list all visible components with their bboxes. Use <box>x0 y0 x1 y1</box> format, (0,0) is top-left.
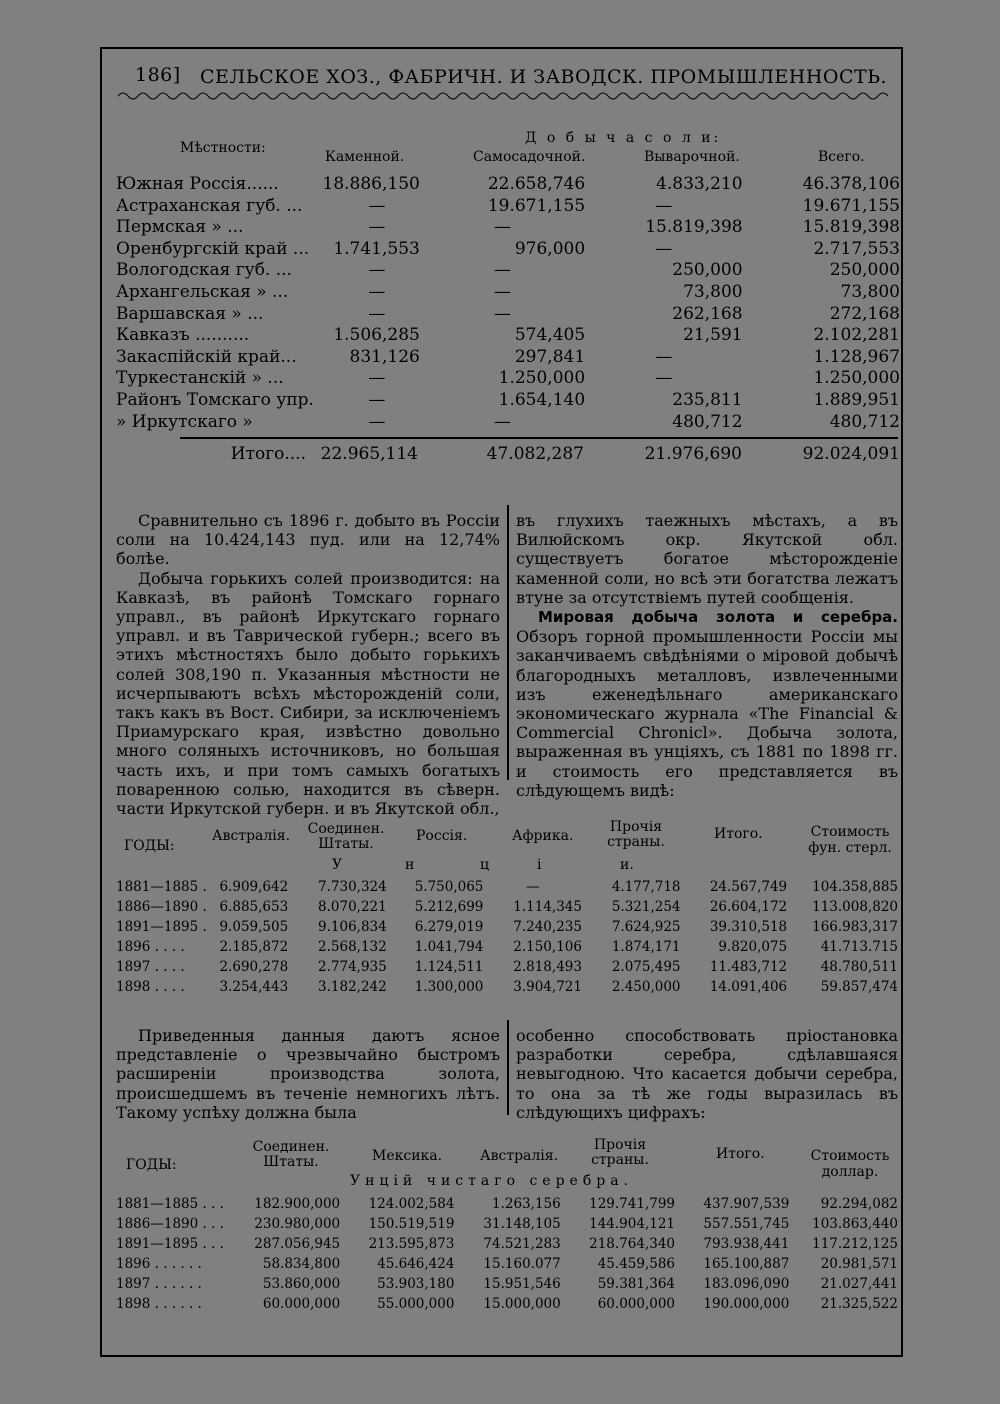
gold-cell: 2.568,132 <box>318 939 387 955</box>
salt-cell-sam: — <box>494 281 511 302</box>
silver-row-year: 1898 . . . . . . <box>116 1296 202 1312</box>
gold-cell: 113.008,820 <box>812 899 898 915</box>
text1-right-paragraph-1: въ глухихъ таежныхъ мѣстахъ, а въ Вилюйскомъ окр. Якутской обл. существуетъ богатое мѣсторожденіе каменной соли, но всѣ эти богатства лежатъ втуне за отсутствіемъ путей сообщенія. <box>516 511 898 607</box>
section-heading-gold-silver: Мировая добыча золота и серебра. <box>538 608 898 627</box>
silver-cell: 165.100,887 <box>703 1256 790 1272</box>
text1-right-column <box>516 511 898 800</box>
silver-cell: 60.000,000 <box>597 1296 676 1312</box>
silver-cell: 150.519,519 <box>368 1216 455 1232</box>
salt-col-kamennoy: Каменной. <box>325 149 405 165</box>
gold-cell: 41.713.715 <box>820 939 898 955</box>
silver-row-year: 1881—1885 . . . <box>116 1196 224 1212</box>
salt-table-row <box>116 347 900 369</box>
salt-total-table <box>116 444 900 466</box>
salt-cell-vyv: 480,712 <box>672 411 743 432</box>
salt-cell-total: 19.671,155 <box>802 195 900 216</box>
silver-cell: 20.981,571 <box>820 1256 898 1272</box>
gold-cell: 3.254,443 <box>219 979 289 995</box>
gold-row-year: 1897 . . . . <box>116 959 185 975</box>
salt-table <box>116 174 900 433</box>
silver-cell: 45.646,424 <box>377 1256 455 1272</box>
silver-cell: 58.834,800 <box>262 1256 341 1272</box>
salt-col-vyvarochnoy: Выварочной. <box>644 149 740 165</box>
text2-left-paragraph: Приведенныя данныя даютъ ясное представленіе о чрезвычайно быстромъ расширеніи производства золота, происшедшемъ въ теченіе немногихъ лѣтъ. Такому успѣху должна была <box>116 1026 500 1122</box>
gold-cell: 4.177,718 <box>611 879 681 895</box>
salt-cell-sam: 297,841 <box>514 346 586 367</box>
silver-cell: 53.903,180 <box>377 1276 455 1292</box>
silver-col-mexico: Мексика. <box>372 1148 443 1164</box>
salt-row-locality: Закаспійскій край... <box>116 346 297 367</box>
salt-table-row <box>116 217 900 239</box>
salt-cell-total: 1.128,967 <box>813 346 900 367</box>
salt-cell-kam: — <box>368 217 386 238</box>
salt-cell-vyv: — <box>655 346 673 367</box>
salt-cell-kam: 18.886,150 <box>322 174 420 194</box>
silver-cell: 31.148,105 <box>483 1216 561 1232</box>
gold-row-year: 1886—1890 . <box>116 899 207 915</box>
silver-cell: 59.381,364 <box>597 1276 676 1292</box>
gold-cell: 104.358,885 <box>812 879 898 895</box>
text2-left-column <box>116 1026 500 1122</box>
gold-col-value: Стоимость фун. стерл. <box>808 824 892 856</box>
gold-cell: 166.983,317 <box>812 919 898 935</box>
salt-cell-kam: 831,126 <box>349 346 420 367</box>
salt-cell-total: 46.378,106 <box>802 174 900 194</box>
salt-cell-total: 1.250,000 <box>813 368 900 389</box>
salt-cell-sam: 574,405 <box>514 325 586 346</box>
silver-table-row <box>116 1234 898 1254</box>
silver-table-row <box>116 1254 898 1274</box>
salt-cell-vyv: — <box>655 368 673 389</box>
gold-cell: 2.150,106 <box>513 939 582 955</box>
salt-cell-vyv: 21,591 <box>683 325 743 346</box>
salt-table-row <box>116 390 900 412</box>
silver-cell: 557.551,745 <box>703 1216 790 1232</box>
silver-cell: 190.000,000 <box>703 1296 790 1312</box>
salt-cell-vyv: 15.819,398 <box>645 217 743 238</box>
salt-row-locality: Оренбургскій край ... <box>116 238 310 259</box>
salt-cell-vyv: 4.833,210 <box>656 174 743 194</box>
gold-cell: 7.624,925 <box>611 919 681 935</box>
gold-cell: 9.059,505 <box>219 919 289 935</box>
gold-cell: 1.874,171 <box>611 939 681 955</box>
gold-cell: 6.885,653 <box>219 899 289 915</box>
gold-col-years: ГОДЫ: <box>124 838 175 854</box>
salt-row-locality: Архангельская » ... <box>116 281 289 302</box>
salt-cell-sam: — <box>494 411 511 432</box>
gold-cell: 26.604,172 <box>709 899 788 915</box>
gold-cell: 5.212,699 <box>414 899 484 915</box>
salt-table-row <box>116 304 900 326</box>
salt-cell-vyv: — <box>655 238 673 259</box>
silver-cell: 55.000,000 <box>377 1296 455 1312</box>
silver-table <box>116 1194 898 1314</box>
silver-cell: 15.160.077 <box>483 1256 561 1272</box>
text1-column-rule <box>507 505 509 780</box>
silver-cell: 103.863,440 <box>812 1216 898 1232</box>
gold-col-australia: Австралія. <box>212 828 291 844</box>
gold-cell: — <box>525 879 540 895</box>
text2-right-paragraph: особенно способствовать пріостановка разработки серебра, сдѣлавшаяся невыгодною. Что касается добычи серебра, то она за тѣ же годы выразилась въ слѣдующихъ цифрахъ: <box>516 1026 898 1122</box>
gold-cell: 6.909,642 <box>219 879 289 895</box>
silver-row-year: 1897 . . . . . . <box>116 1276 202 1292</box>
gold-table-row <box>116 897 898 917</box>
salt-row-locality: Туркестанскій » ... <box>116 368 284 389</box>
gold-table-row <box>116 977 898 997</box>
text1-left-paragraph-1: Сравнительно съ 1896 г. добыто въ Россіи соли на 10.424,143 пуд. или на 12,74% болѣе. <box>116 511 500 569</box>
gold-col-africa: Африка. <box>512 828 574 844</box>
gold-unit-5: и. <box>620 857 634 873</box>
salt-cell-total: 480,712 <box>829 411 900 432</box>
salt-cell-kam: — <box>368 303 386 324</box>
salt-cell-sam: 976,000 <box>514 238 586 259</box>
silver-row-year: 1886—1890 . . . <box>116 1216 224 1232</box>
salt-cell-vyv: 73,800 <box>683 281 743 302</box>
silver-cell: 129.741,799 <box>589 1196 676 1212</box>
salt-row-locality: » Иркутскаго » <box>116 411 253 432</box>
salt-cell-vyv: — <box>655 195 673 216</box>
silver-table-row <box>116 1294 898 1314</box>
salt-table-row <box>116 260 900 282</box>
salt-col-total: Всего. <box>818 149 865 165</box>
silver-cell: 124.002,584 <box>368 1196 455 1212</box>
gold-cell: 24.567,749 <box>709 879 788 895</box>
gold-cell: 59.857,474 <box>820 979 898 995</box>
salt-table-row <box>116 325 900 347</box>
salt-cell-vyv: 250,000 <box>672 260 743 281</box>
salt-cell-total: 15.819,398 <box>802 217 900 238</box>
gold-cell: 6.279,019 <box>414 919 484 935</box>
salt-cell-kam: — <box>368 411 386 432</box>
silver-row-year: 1896 . . . . . . <box>116 1256 202 1272</box>
gold-cell: 14.091,406 <box>709 979 788 995</box>
salt-cell-total: 1.889,951 <box>813 389 900 410</box>
salt-group-header: Д о б ы ч а с о л и: <box>525 130 722 146</box>
gold-unit-1: У <box>332 857 343 873</box>
silver-cell: 45.459,586 <box>597 1256 676 1272</box>
salt-cell-total: 272,168 <box>829 303 900 324</box>
salt-cell-vyv: 262,168 <box>672 303 743 324</box>
silver-col-usa: Соединен. Штаты. <box>252 1139 330 1170</box>
salt-row-locality: Пермская » ... <box>116 217 244 238</box>
text1-left-paragraph-2: Добыча горькихъ солей производится: на Кавказѣ, въ районѣ Томскаго горнаго управл., въ районѣ Иркутскаго горнаго управл. и въ Таврической губерн.; всего въ этихъ мѣстностяхъ было добыто горькихъ солей 308,190 п. Указанныя мѣстности не исчерпываютъ всѣхъ мѣсторожденій соли, такъ какъ въ Вост. Сибири, за исключеніемъ Приамурскаго края, извѣстно довольно много соляныхъ источниковъ, но большая часть ихъ, и при томъ самыхъ богатыхъ поваренною солью, находится въ сѣверн. части Иркутской губерн. и въ Якутской обл., <box>116 568 500 819</box>
silver-cell: 230.980,000 <box>254 1216 341 1232</box>
salt-cell-total: 73,800 <box>840 281 900 302</box>
gold-table-row <box>116 957 898 977</box>
gold-cell: 1.041,794 <box>414 939 484 955</box>
silver-cell: 21.027,441 <box>820 1276 898 1292</box>
salt-cell-kam: 1.741,553 <box>333 238 420 259</box>
gold-cell: 11.483,712 <box>709 959 788 975</box>
salt-cell-kam: 1.506,285 <box>333 325 420 346</box>
gold-cell: 3.182,242 <box>318 979 387 995</box>
salt-cell-kam: — <box>368 389 386 410</box>
text1-left-column <box>116 511 500 818</box>
salt-row-locality: Варшавская » ... <box>116 303 264 324</box>
text2-column-rule <box>507 1020 509 1115</box>
silver-cell: 793.938,441 <box>703 1236 790 1252</box>
gold-cell: 2.450,000 <box>611 979 681 995</box>
gold-cell: 7.240,235 <box>513 919 582 935</box>
gold-unit-4: і <box>537 857 542 873</box>
gold-cell: 48.780,511 <box>820 959 898 975</box>
salt-total-kam: 22.965,114 <box>320 444 418 464</box>
gold-cell: 1.124,511 <box>414 959 484 975</box>
gold-cell: 1.300,000 <box>414 979 484 995</box>
gold-table-row <box>116 937 898 957</box>
silver-cell: 213.595,873 <box>368 1236 455 1252</box>
gold-cell: 1.114,345 <box>513 899 582 915</box>
silver-cell: 1.263,156 <box>492 1196 561 1212</box>
silver-cell: 183.096,090 <box>703 1276 790 1292</box>
salt-table-row <box>116 196 900 218</box>
salt-cell-sam: 1.654,140 <box>498 389 586 410</box>
silver-cell: 182.900,000 <box>254 1196 341 1212</box>
silver-table-row <box>116 1274 898 1294</box>
gold-row-year: 1896 . . . . <box>116 939 185 955</box>
salt-col-localities: Мѣстности: <box>180 140 266 156</box>
salt-total-row <box>116 444 900 466</box>
gold-col-usa: Соединен. Штаты. <box>307 821 385 852</box>
page-number: 186] <box>135 64 181 86</box>
silver-col-total: Итого. <box>716 1146 765 1162</box>
salt-cell-total: 250,000 <box>829 260 900 281</box>
silver-cell: 74.521,283 <box>483 1236 561 1252</box>
gold-table-row <box>116 877 898 897</box>
salt-cell-sam: 22.658,746 <box>487 174 586 194</box>
gold-table-row <box>116 917 898 937</box>
silver-cell: 15.000,000 <box>483 1296 561 1312</box>
silver-unit-row: Унцій чистаго серебра. <box>350 1173 634 1189</box>
salt-cell-sam: 1.250,000 <box>498 368 586 389</box>
gold-cell: 2.075,495 <box>611 959 681 975</box>
gold-col-total: Итого. <box>714 826 763 842</box>
gold-col-other: Прочія страны. <box>607 819 665 850</box>
silver-col-value: Стоимость доллар. <box>810 1148 890 1180</box>
salt-table-row <box>116 174 900 196</box>
silver-table-row <box>116 1214 898 1234</box>
page-title: СЕЛЬСКОЕ ХОЗ., ФАБРИЧН. И ЗАВОДСК. ПРОМЫШЛЕННОСТЬ. <box>200 66 888 88</box>
salt-total-rule <box>180 437 898 439</box>
salt-cell-sam: 19.671,155 <box>487 195 586 216</box>
gold-cell: 2.818,493 <box>513 959 582 975</box>
silver-cell: 437.907,539 <box>703 1196 790 1212</box>
silver-col-australia: Австралія. <box>480 1148 559 1164</box>
salt-total-vyv: 21.976,690 <box>644 444 742 464</box>
gold-row-year: 1891—1895 . <box>116 919 207 935</box>
salt-cell-sam: — <box>494 260 511 281</box>
silver-table-row <box>116 1194 898 1214</box>
gold-col-russia: Россія. <box>416 828 468 844</box>
salt-row-locality: Южная Россія...... <box>116 174 279 194</box>
gold-cell: 7.730,324 <box>318 879 387 895</box>
silver-cell: 287.056,945 <box>254 1236 341 1252</box>
gold-cell: 2.185,872 <box>219 939 289 955</box>
silver-cell: 117.212,125 <box>812 1236 898 1252</box>
salt-total-all: 92.024,091 <box>802 444 900 464</box>
silver-cell: 53.860,000 <box>262 1276 341 1292</box>
gold-table <box>116 877 898 997</box>
salt-row-locality: Астраханская губ. ... <box>116 195 303 216</box>
silver-cell: 92.294,082 <box>820 1196 898 1212</box>
salt-row-locality: Вологодская губ. ... <box>116 260 292 281</box>
salt-table-row <box>116 368 900 390</box>
gold-cell: 39.310,518 <box>709 919 788 935</box>
gold-unit-2: н <box>405 857 415 873</box>
silver-col-other: Прочія страны. <box>591 1137 649 1168</box>
salt-total-sam: 47.082,287 <box>486 444 584 464</box>
gold-unit-3: ц <box>480 857 490 873</box>
salt-cell-total: 2.102,281 <box>813 325 900 346</box>
salt-cell-vyv: 235,811 <box>672 389 743 410</box>
salt-table-row <box>116 412 900 434</box>
silver-cell: 218.764,340 <box>589 1236 676 1252</box>
salt-table-row <box>116 239 900 261</box>
text2-right-column <box>516 1026 898 1122</box>
gold-cell: 9.820,075 <box>718 939 788 955</box>
gold-cell: 2.774,935 <box>318 959 387 975</box>
salt-cell-total: 2.717,553 <box>813 238 900 259</box>
salt-cell-sam: — <box>494 217 511 238</box>
salt-cell-kam: — <box>368 368 386 389</box>
salt-table-row <box>116 282 900 304</box>
silver-cell: 144.904,121 <box>589 1216 676 1232</box>
text1-right-paragraph-2: Обзоръ горной промышленности Россіи мы заканчиваемъ свѣдѣніями о міровой добычѣ благородныхъ металловъ, извлеченными изъ еженедѣльнаго американскаго экономическаго журнала «The Financial & Commercial Chronicl». Добыча золота, выраженная въ унціяхъ, съ 1881 по 1898 гг. и стоимость его представляется въ слѣдующемъ видѣ: <box>516 627 898 800</box>
salt-cell-kam: — <box>368 260 386 281</box>
salt-col-samosadochnoy: Самосадочной. <box>473 149 586 165</box>
silver-row-year: 1891—1895 . . . <box>116 1236 224 1252</box>
wavy-divider <box>118 90 888 102</box>
silver-cell: 60.000,000 <box>262 1296 341 1312</box>
gold-cell: 9.106,834 <box>318 919 387 935</box>
salt-cell-kam: — <box>368 281 386 302</box>
silver-col-years: ГОДЫ: <box>126 1157 177 1173</box>
gold-cell: 3.904,721 <box>513 979 582 995</box>
gold-row-year: 1898 . . . . <box>116 979 185 995</box>
gold-cell: 2.690,278 <box>219 959 289 975</box>
gold-row-year: 1881—1885 . <box>116 879 207 895</box>
salt-cell-kam: — <box>368 195 386 216</box>
silver-cell: 21.325,522 <box>820 1296 898 1312</box>
salt-row-locality: Кавказъ .......... <box>116 325 250 346</box>
gold-cell: 8.070,221 <box>318 899 387 915</box>
salt-cell-sam: — <box>494 303 511 324</box>
gold-cell: 5.750,065 <box>414 879 484 895</box>
gold-cell: 5.321,254 <box>611 899 681 915</box>
salt-row-locality: Районъ Томскаго упр. <box>116 389 314 410</box>
silver-cell: 15.951,546 <box>483 1276 561 1292</box>
salt-total-label: Итого.... <box>230 444 306 464</box>
